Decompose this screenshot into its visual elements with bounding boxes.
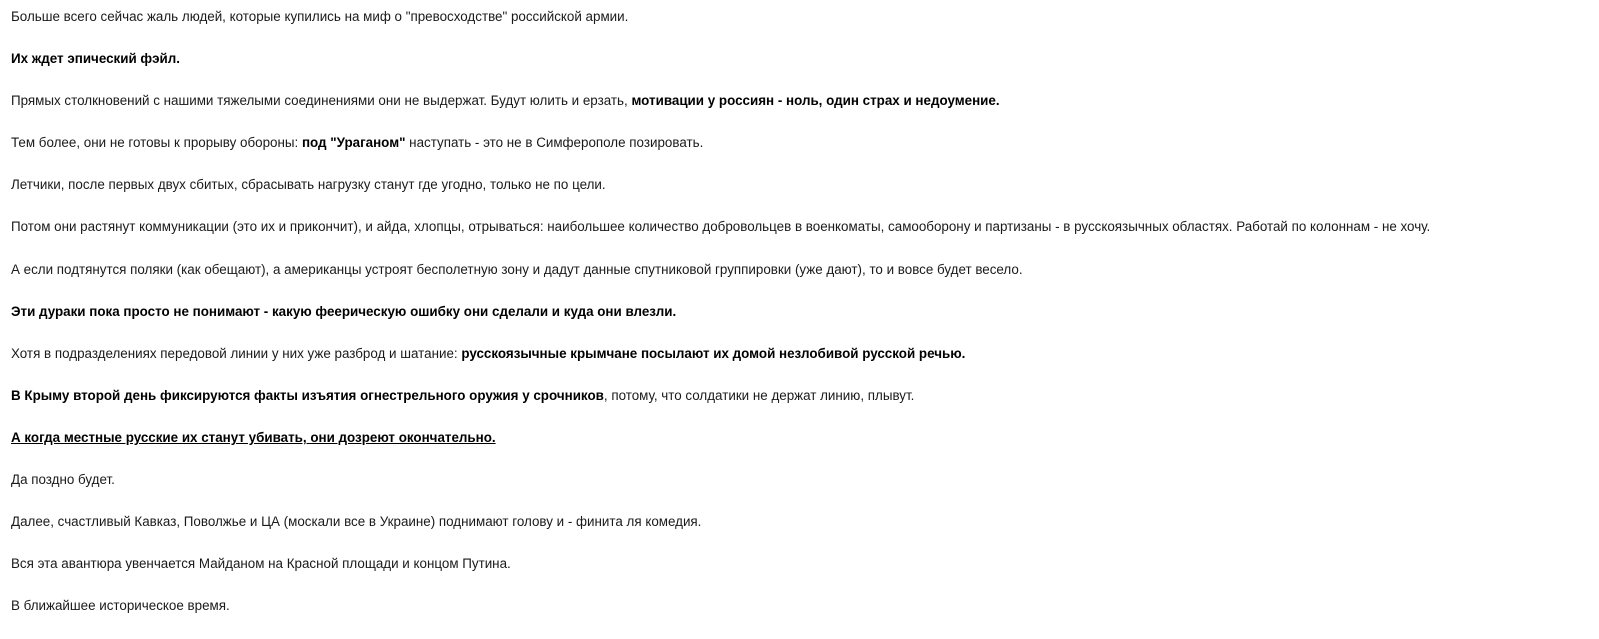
paragraph: [11, 303, 1596, 320]
text-segment: наступать - это не в Симферополе позировать.: [405, 135, 704, 151]
text-segment: Прямых столкновений с нашими тяжелыми соединениями они не выдержат. Будут юлить и ерзать,: [11, 93, 632, 109]
paragraph: [11, 8, 1596, 25]
paragraph: [11, 555, 1596, 572]
paragraph: [11, 134, 1596, 151]
paragraph: [11, 597, 1596, 614]
text-segment: А если подтянутся поляки (как обещают), а американцы устроят бесполетную зону и дадут данные спутниковой группировки (уже дают), то и вовсе будет весело.: [11, 261, 1023, 277]
paragraph: [11, 50, 1596, 67]
text-segment: Летчики, после первых двух сбитых, сбрасывать нагрузку станут где угодно, только не по цели.: [11, 177, 606, 193]
paragraph: [11, 176, 1596, 193]
text-segment: Больше всего сейчас жаль людей, которые купились на миф о "превосходстве" российской армии.: [11, 9, 629, 24]
paragraph: [11, 218, 1596, 235]
text-segment: Далее, счастливый Кавказ, Поволжье и ЦА (москали все в Украине) поднимают голову и - финита ля комедия.: [11, 514, 702, 530]
bold-text-segment: Эти дураки пока просто не понимают - какую феерическую ошибку они сделали и куда они влезли.: [11, 303, 677, 319]
bold-text-segment: под "Ураганом": [301, 135, 406, 151]
text-segment: Вся эта авантюра увенчается Майданом на Красной площади и концом Путина.: [11, 556, 511, 572]
text-segment: В ближайшее историческое время.: [11, 598, 230, 614]
bold-text-segment: мотивации у россиян - ноль, один страх и недоумение.: [631, 93, 1000, 109]
paragraph: [11, 261, 1596, 278]
text-segment: Да поздно будет.: [11, 472, 115, 488]
paragraph: [11, 345, 1596, 362]
text-segment: Хотя в подразделениях передовой линии у них уже разброд и шатание:: [11, 345, 462, 361]
document-body: [11, 8, 1596, 639]
paragraph: [11, 387, 1596, 404]
bold-text-segment: русскоязычные крымчане посылают их домой незлобивой русской речью.: [461, 345, 966, 361]
paragraph: [11, 429, 1596, 446]
paragraph: [11, 471, 1596, 488]
text-segment: , потому, что солдатики не держат линию, плывут.: [603, 387, 915, 403]
bold-text-segment: В Крыму второй день фиксируются факты изъятия огнестрельного оружия у срочников: [11, 387, 604, 403]
text-segment: Тем более, они не готовы к прорыву обороны:: [11, 135, 302, 151]
paragraph: [11, 513, 1596, 530]
bold-underlined-text-segment: А когда местные русские их станут убивать, они дозреют окончательно.: [11, 429, 496, 445]
text-segment: Потом они растянут коммуникации (это их и прикончит), и айда, хлопцы, отрываться: наибольшее количество добровольцев в военкоматы, самооборону и партизаны - в русскоязычных областях. Работай по колоннам - не хочу.: [11, 219, 1431, 235]
paragraph: [11, 92, 1596, 109]
bold-text-segment: Их ждет эпический фэйл.: [11, 51, 180, 67]
